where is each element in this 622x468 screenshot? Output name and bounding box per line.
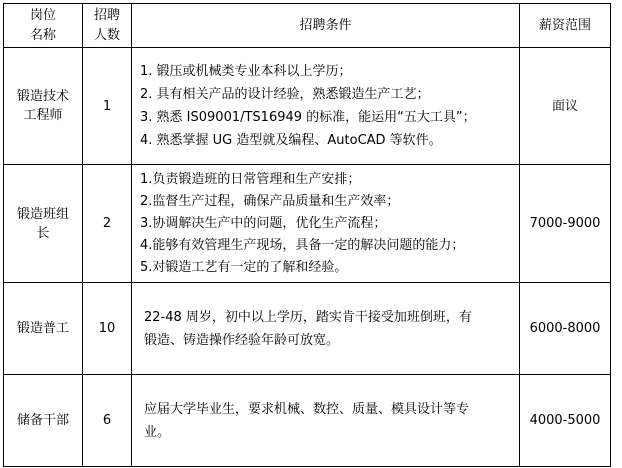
header-position: 岗位 名称 (4, 4, 83, 48)
header-count: 招聘 人数 (83, 4, 132, 48)
count-cell: 1 (83, 48, 132, 165)
salary-cell: 4000-5000 (520, 375, 611, 467)
requirement-line: 1. 锻压或机械类专业本科以上学历； (140, 64, 352, 79)
position-cell: 锻造班组 长 (4, 165, 83, 283)
position-cell: 锻造技术 工程师 (4, 48, 83, 165)
requirement-line: 3.协调解决生产中的问题，优化生产流程； (140, 215, 387, 231)
requirements-cell (132, 283, 520, 375)
requirement-line: 4. 熟悉掌握 UG 造型就及编程、AutoCAD 等软件。 (140, 133, 442, 148)
recruitment-table (3, 3, 611, 467)
requirement-line: 3. 熟悉 IS09001/TS16949 的标准，能运用“五大工具”； (140, 110, 476, 125)
requirement-line: 4.能够有效管理生产现场，具备一定的解决问题的能力； (140, 237, 465, 253)
table-row (4, 165, 611, 283)
requirement-line: 1.负责锻造班的日常管理和生产安排； (140, 171, 361, 187)
salary-cell: 6000-8000 (520, 283, 611, 375)
requirement-line: 5.对锻造工艺有一定的了解和经验。 (140, 259, 348, 275)
requirements-cell (132, 48, 520, 165)
header-row (4, 4, 611, 48)
requirements-cell (132, 375, 520, 467)
requirement-line: 2. 具有相关产品的设计经验，熟悉锻造生产工艺； (140, 87, 430, 102)
requirements-cell (132, 165, 520, 283)
table-row (4, 283, 611, 375)
position-cell: 锻造普工 (4, 283, 83, 375)
count-cell: 10 (83, 283, 132, 375)
count-cell: 2 (83, 165, 132, 283)
requirement-line: 锻造、铸造操作经验年龄可放宽。 (144, 332, 340, 348)
salary-cell: 面议 (520, 48, 611, 165)
header-salary: 薪资范围 (520, 4, 611, 48)
position-cell: 储备干部 (4, 375, 83, 467)
header-requirements: 招聘条件 (132, 4, 520, 48)
requirement-line: 22-48 周岁，初中以上学历，踏实肯干接受加班倒班，有 (144, 309, 472, 325)
requirement-line: 应届大学毕业生，要求机械、数控、质量、模具设计等专 (144, 401, 470, 417)
requirement-line: 2.监督生产过程，确保产品质量和生产效率； (140, 193, 400, 209)
requirement-line: 业。 (144, 424, 171, 440)
count-cell: 6 (83, 375, 132, 467)
table-row (4, 375, 611, 467)
table-row (4, 48, 611, 165)
salary-cell: 7000-9000 (520, 165, 611, 283)
